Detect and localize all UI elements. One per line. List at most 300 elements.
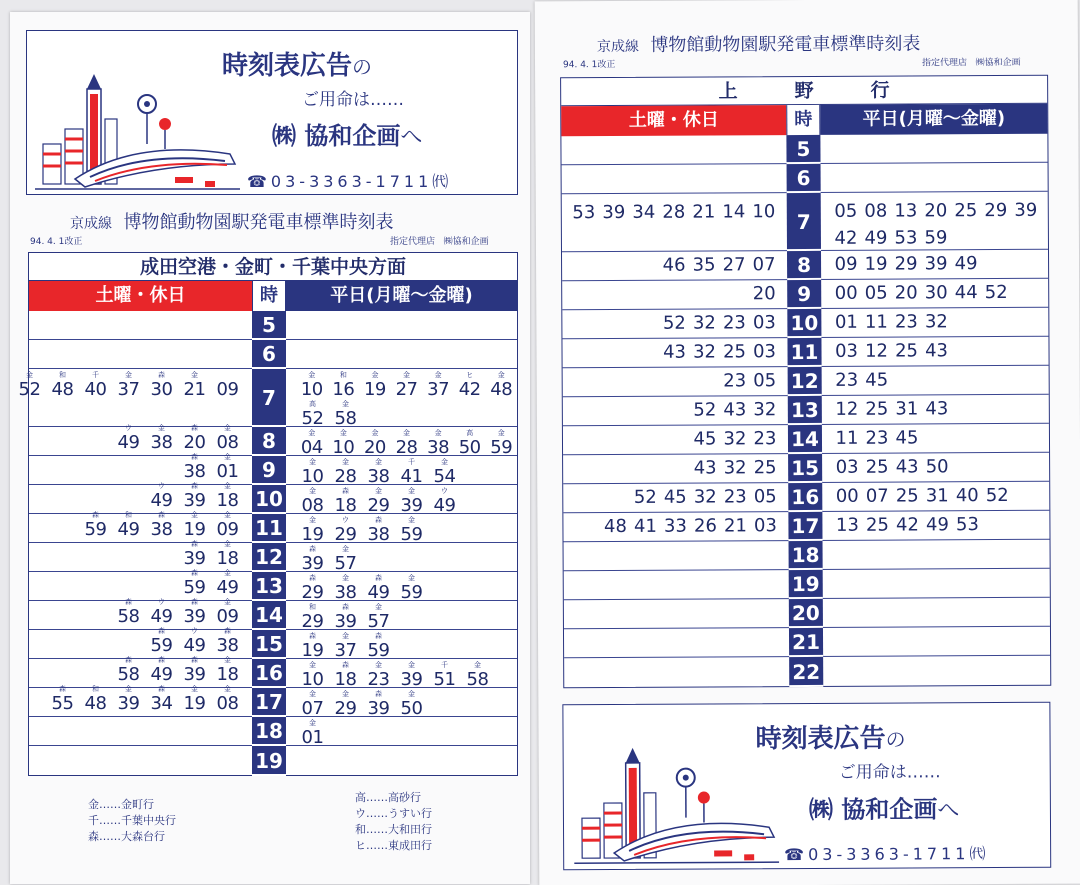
- route-mark: 高: [309, 400, 316, 408]
- departure-time: [362, 632, 395, 661]
- minute: 39: [367, 698, 390, 719]
- table-row: [29, 627, 517, 661]
- weekday-column-header: 平日(月曜～金曜): [820, 104, 1047, 135]
- table-row: [562, 308, 1048, 340]
- route-mark: 森: [191, 424, 198, 432]
- table-row: [29, 482, 517, 516]
- minute: 29: [301, 582, 324, 603]
- minute: 18: [334, 669, 357, 690]
- weekday-minutes: [296, 545, 517, 574]
- table-row: [564, 569, 1050, 601]
- minute: 58: [117, 664, 140, 685]
- minute: 49: [925, 514, 949, 536]
- hour-cell: 15: [252, 630, 286, 658]
- weekday-times: [286, 340, 517, 368]
- minute: 03: [835, 340, 859, 362]
- weekend-minutes: [178, 569, 244, 598]
- minute: 38: [427, 437, 450, 458]
- city-train-illustration: [574, 742, 780, 868]
- timetable-rows: [18, 311, 517, 775]
- minute: 34: [150, 693, 173, 714]
- minute: 21: [183, 379, 206, 400]
- weekday-minutes: [296, 516, 517, 545]
- revision-date: 94. 4. 1改正: [562, 60, 616, 71]
- weekend-times: [564, 570, 789, 599]
- route-mark: 金: [474, 661, 481, 669]
- departure-time: [46, 371, 79, 400]
- minute: 33: [663, 515, 687, 537]
- weekday-times: [286, 456, 517, 487]
- minute: 35: [692, 254, 716, 276]
- weekday-minutes: [831, 253, 1048, 275]
- departure-time: [485, 371, 517, 400]
- table-row: [564, 656, 1050, 688]
- departure-time: [395, 661, 428, 690]
- weekday-times: [286, 601, 517, 632]
- route-mark: 和: [309, 603, 316, 611]
- route-mark: 金: [497, 429, 505, 437]
- hour-cell: 16: [788, 483, 822, 511]
- minute: 19: [183, 519, 206, 540]
- minute: 25: [865, 514, 889, 536]
- weekend-times: [562, 338, 787, 367]
- route-mark: 金: [371, 429, 379, 437]
- table-row: [562, 337, 1048, 369]
- table-row: [29, 685, 517, 719]
- weekday-minutes: [833, 601, 1050, 602]
- route-mark: 金: [309, 661, 316, 669]
- weekend-times: [563, 483, 788, 512]
- departure-time: [395, 487, 428, 516]
- minute: 50: [400, 698, 423, 719]
- weekend-minutes: [13, 371, 244, 400]
- weekday-times: [822, 453, 1049, 482]
- route-mark: 森: [158, 371, 165, 379]
- minute: 59: [400, 524, 423, 545]
- minute: 29: [301, 611, 324, 632]
- weekend-times: [562, 193, 787, 251]
- weekend-times: [29, 511, 252, 542]
- weekday-times: [823, 598, 1050, 627]
- minute: 59: [84, 519, 107, 540]
- minute: 38: [183, 461, 206, 482]
- table-row: [29, 569, 517, 603]
- weekday-minutes: [832, 369, 1049, 391]
- minute: 54: [433, 466, 456, 487]
- hour-cell: 7: [252, 369, 286, 426]
- departure-time: [296, 574, 329, 603]
- departure-time: [178, 540, 211, 569]
- departure-time: [296, 661, 329, 690]
- hour-cell: 12: [252, 543, 286, 571]
- revision-date: 94. 4. 1改正: [30, 237, 83, 247]
- table-row: [562, 163, 1048, 195]
- minute: 28: [334, 466, 357, 487]
- departure-time: [485, 429, 517, 458]
- minute: 23: [367, 669, 390, 690]
- route-mark: ウ: [125, 424, 132, 432]
- departure-time: [329, 487, 362, 516]
- minute: 10: [301, 669, 324, 690]
- weekday-times: [286, 427, 517, 458]
- minute: 53: [955, 514, 979, 536]
- weekend-times: [29, 340, 252, 368]
- table-row: [29, 598, 517, 632]
- minute: 39: [183, 490, 206, 511]
- minute: 39: [117, 693, 140, 714]
- minute: 19: [363, 379, 386, 400]
- minute: 29: [984, 199, 1008, 222]
- minute: 08: [864, 200, 888, 222]
- route-mark: 森: [309, 574, 316, 582]
- minute: 09: [216, 379, 239, 400]
- weekday-minutes: [296, 632, 517, 661]
- minute: 03: [752, 312, 776, 334]
- departure-time: [329, 458, 362, 487]
- route-mark: 金: [309, 487, 316, 495]
- departure-time: [178, 685, 211, 714]
- minute: 39: [183, 606, 206, 627]
- minute: 04: [300, 437, 323, 458]
- route-mark: 金: [342, 574, 349, 582]
- route-mark: 金: [191, 371, 198, 379]
- table-row: [18, 369, 517, 429]
- weekend-minutes: [112, 598, 244, 627]
- minute: 49: [367, 582, 390, 603]
- hour-cell: 12: [788, 367, 822, 395]
- departure-time: [428, 661, 461, 690]
- weekend-times: [29, 540, 252, 571]
- table-row: [561, 134, 1047, 166]
- minute: 38: [150, 432, 173, 453]
- hour-cell: 18: [252, 717, 286, 745]
- minute: 23: [865, 427, 889, 449]
- table-row: [29, 453, 517, 487]
- route-mark: 金: [408, 574, 415, 582]
- legend-item: 和……大和田行: [355, 823, 432, 836]
- minute: 52: [985, 484, 1009, 507]
- minute: 23: [894, 311, 918, 333]
- weekday-times: [823, 627, 1050, 656]
- weekend-times: [564, 599, 789, 628]
- route-mark: 森: [309, 545, 316, 553]
- ad-title: 時刻表広告の: [222, 51, 373, 81]
- departure-time: [145, 656, 178, 685]
- route-mark: 和: [125, 511, 132, 519]
- hour-cell: 17: [252, 688, 286, 716]
- hour-cell: 13: [252, 572, 286, 600]
- route-mark: 金: [309, 719, 316, 727]
- departure-time: [178, 511, 211, 540]
- minute: 26: [693, 515, 717, 537]
- weekend-times: [562, 251, 787, 280]
- weekday-times: [821, 192, 1048, 250]
- weekend-times: [29, 717, 252, 745]
- hour-cell: 5: [786, 135, 820, 163]
- minute: 53: [572, 202, 596, 224]
- departure-time: [329, 690, 362, 719]
- departure-time: [428, 458, 461, 487]
- departure-time: [145, 482, 178, 511]
- minute: 38: [150, 519, 173, 540]
- route-mark: 金: [224, 656, 231, 664]
- weekday-minutes: [830, 137, 1047, 138]
- minute: 37: [334, 640, 357, 661]
- minute: 25: [753, 457, 777, 479]
- departure-time: [428, 487, 461, 516]
- weekday-times: [822, 395, 1049, 424]
- route-mark: 森: [342, 487, 349, 495]
- route-mark: 森: [125, 598, 132, 606]
- minute: 32: [723, 428, 747, 450]
- legend-item: 森……大森台行: [88, 830, 165, 843]
- departure-time: [112, 685, 145, 714]
- departure-time: [329, 400, 362, 429]
- hour-cell: 6: [252, 340, 286, 368]
- route-mark: 金: [224, 453, 231, 461]
- route-mark: 金: [309, 516, 316, 524]
- departure-time: [395, 458, 428, 487]
- minute: 43: [925, 398, 949, 420]
- route-mark: ヒ: [466, 371, 474, 379]
- weekday-times: [821, 163, 1048, 192]
- route-mark: 森: [342, 661, 349, 669]
- hour-cell: 5: [252, 311, 286, 339]
- minute: 41: [400, 466, 423, 487]
- minute: 13: [835, 514, 859, 536]
- table-row: [563, 453, 1049, 485]
- departure-time: [145, 511, 178, 540]
- weekday-times: [286, 543, 517, 574]
- route-mark: 金: [342, 400, 349, 408]
- minute: 39: [334, 611, 357, 632]
- minute: 05: [834, 200, 858, 222]
- departure-time: [79, 511, 112, 540]
- departure-time: [46, 685, 79, 714]
- route-mark: 千: [408, 458, 415, 466]
- minute: 49: [864, 227, 888, 249]
- route-mark: 金: [403, 371, 411, 379]
- departure-time: [362, 458, 395, 487]
- minute: 23: [723, 370, 747, 392]
- minute: 45: [895, 427, 919, 449]
- hour-cell: 20: [789, 599, 823, 627]
- route-mark: 和: [339, 371, 347, 379]
- hour-column-header: 時: [252, 281, 286, 311]
- route-mark: 森: [375, 690, 382, 698]
- hour-cell: 14: [788, 425, 822, 453]
- minute: 20: [183, 432, 206, 453]
- departure-time: [112, 424, 145, 453]
- minute: 46: [662, 254, 686, 276]
- route-mark: 森: [158, 627, 165, 635]
- departure-time: [178, 424, 211, 453]
- minute: 39: [400, 495, 423, 516]
- minute: 59: [183, 577, 206, 598]
- minute: 07: [752, 254, 776, 276]
- hour-cell: 8: [787, 251, 821, 279]
- route-mark: 金: [125, 685, 132, 693]
- departure-time: [391, 371, 423, 400]
- minute: 01: [301, 727, 324, 748]
- table-row: [563, 511, 1049, 543]
- minute: 23: [722, 312, 746, 334]
- departure-time: [112, 656, 145, 685]
- minute: 25: [954, 200, 978, 222]
- route-mark: 金: [342, 458, 349, 466]
- departure-time: [296, 487, 329, 516]
- minute: 10: [301, 466, 324, 487]
- minute: 45: [663, 486, 687, 508]
- agent-info: 指定代理店 ㈱協和企画: [390, 237, 489, 247]
- departure-time: [329, 632, 362, 661]
- minute: 52: [18, 379, 41, 400]
- hour-cell: 22: [789, 657, 823, 686]
- minute: 39: [301, 553, 324, 574]
- route-mark: 森: [375, 574, 382, 582]
- route-mark: 金: [342, 690, 349, 698]
- weekday-minutes: [296, 661, 517, 690]
- legend-left: [88, 797, 176, 845]
- weekend-times: [561, 135, 786, 164]
- minute: 50: [458, 437, 481, 458]
- departure-time: [13, 371, 46, 400]
- legend-right: [355, 790, 432, 854]
- agent-info: 指定代理店 ㈱協和企画: [921, 57, 1021, 69]
- hour-cell: 16: [252, 659, 286, 687]
- legend-item: ウ……うすい行: [355, 807, 432, 820]
- minute: 52: [693, 399, 717, 421]
- weekend-minutes: [178, 540, 244, 569]
- destination-header: 上 野 行: [561, 76, 1047, 107]
- route-mark: 森: [191, 569, 198, 577]
- weekday-times: [823, 540, 1050, 569]
- weekend-minutes: [112, 424, 244, 453]
- departure-time: [211, 453, 244, 482]
- minute: 20: [924, 200, 948, 222]
- weekday-times: [821, 308, 1048, 337]
- minute: 10: [300, 379, 323, 400]
- minute: 42: [458, 379, 481, 400]
- ad-inquiry-text: ご用命は……: [838, 762, 941, 783]
- minute: 11: [835, 427, 859, 449]
- minute: 18: [216, 490, 239, 511]
- weekday-times: [822, 424, 1049, 453]
- minute: 52: [984, 281, 1008, 304]
- departure-time: [211, 569, 244, 598]
- weekday-times: [823, 569, 1050, 598]
- weekend-times: [563, 396, 788, 425]
- weekday-minutes: [296, 371, 517, 400]
- route-mark: 金: [191, 685, 198, 693]
- weekday-times: [286, 485, 517, 516]
- weekday-minutes: [832, 514, 1049, 536]
- minute: 14: [722, 201, 746, 223]
- table-row: [29, 311, 517, 340]
- minute: 59: [367, 640, 390, 661]
- weekend-times: [29, 453, 252, 484]
- weekend-times: [564, 541, 789, 570]
- route-mark: 森: [92, 511, 99, 519]
- minute: 00: [834, 282, 858, 304]
- minute: 30: [924, 282, 948, 304]
- route-mark: 金: [224, 569, 231, 577]
- minute: 37: [117, 379, 140, 400]
- weekday-times: [286, 659, 517, 690]
- minute: 32: [693, 486, 717, 508]
- minute: 38: [367, 466, 390, 487]
- minute: 28: [395, 437, 418, 458]
- table-row: [29, 424, 517, 458]
- minute: 43: [663, 341, 687, 363]
- minute: 08: [216, 432, 239, 453]
- weekend-times: [29, 569, 252, 600]
- route-mark: 金: [441, 458, 448, 466]
- minute: 45: [693, 428, 717, 450]
- timetable-table-ueno: [560, 75, 1051, 689]
- minute: 48: [84, 693, 107, 714]
- route-mark: 森: [191, 482, 198, 490]
- minute: 25: [865, 456, 889, 478]
- weekday-minutes: [296, 719, 517, 748]
- hour-cell: 11: [252, 514, 286, 542]
- departure-time: [296, 603, 329, 632]
- minute: 05: [753, 370, 777, 392]
- minute: 49: [183, 635, 206, 656]
- weekend-times: [29, 685, 252, 716]
- departure-time: [211, 685, 244, 714]
- weekday-times: [286, 688, 517, 719]
- departure-time: [362, 603, 395, 632]
- weekday-minutes: [832, 398, 1049, 420]
- minute: 25: [723, 341, 747, 363]
- route-mark: 金: [342, 632, 349, 640]
- route-mark: 金: [497, 371, 505, 379]
- departure-time: [454, 371, 486, 400]
- route-mark: ウ: [441, 487, 448, 495]
- departure-time: [79, 685, 112, 714]
- minute: 29: [334, 524, 357, 545]
- minute: 19: [301, 640, 324, 661]
- minute: 28: [662, 201, 686, 223]
- route-mark: ウ: [342, 516, 349, 524]
- departure-time: [296, 429, 328, 458]
- minute: 59: [924, 227, 948, 249]
- route-mark: 金: [408, 487, 415, 495]
- minute: 05: [753, 486, 777, 508]
- hour-cell: 9: [787, 280, 821, 308]
- minute: 49: [216, 577, 239, 598]
- route-mark: 金: [224, 540, 231, 548]
- route-mark: 金: [408, 516, 415, 524]
- departure-time: [395, 690, 428, 719]
- route-mark: 森: [158, 511, 165, 519]
- hour-cell: 11: [787, 338, 821, 366]
- minute: 07: [865, 485, 889, 507]
- departure-time: [329, 516, 362, 545]
- route-mark: ウ: [158, 598, 165, 606]
- table-row: [564, 598, 1050, 630]
- minute: 48: [603, 515, 627, 538]
- weekend-times: [562, 164, 787, 193]
- weekend-times: [564, 628, 789, 657]
- weekday-column-header: 平日(月曜～金曜): [286, 281, 517, 311]
- departure-time: [362, 574, 395, 603]
- departure-time: [296, 719, 329, 748]
- table-row: [563, 424, 1049, 456]
- route-mark: 森: [375, 632, 382, 640]
- weekday-times: [286, 572, 517, 603]
